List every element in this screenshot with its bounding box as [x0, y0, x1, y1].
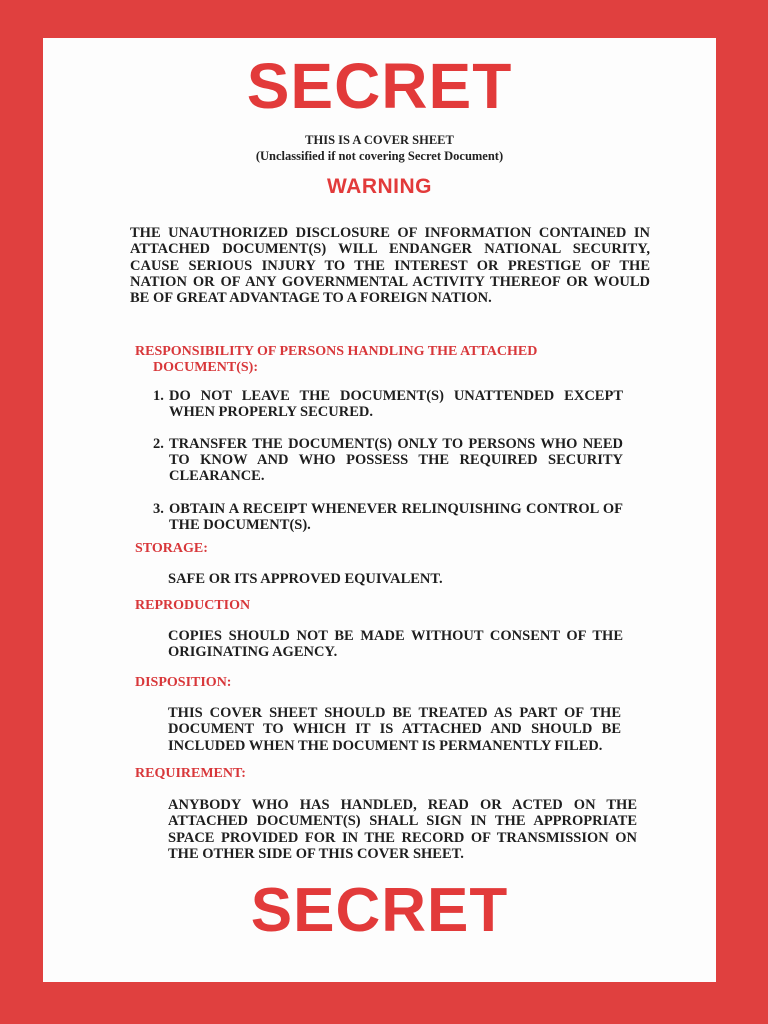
- reproduction-heading: REPRODUCTION: [135, 598, 251, 613]
- requirement-text: ANYBODY WHO HAS HANDLED, READ OR ACTED ON THE ATTACHED DOCUMENT(S) SHALL SIGN IN THE APPROPRIATE SPACE PROVIDED FOR IN THE RECORD OF TRANSMISSION ON THE OTHER SIDE OF THIS COVER SHEET.: [168, 797, 637, 862]
- responsibility-heading-line-2: DOCUMENT(S):: [153, 360, 258, 375]
- item-text: TRANSFER THE DOCUMENT(S) ONLY TO PERSONS WHO NEED TO KNOW AND WHO POSSESS THE REQUIRED SECURITY CLEARANCE.: [169, 436, 623, 484]
- responsibility-item: [153, 388, 623, 420]
- reproduction-text: COPIES SHOULD NOT BE MADE WITHOUT CONSENT OF THE ORIGINATING AGENCY.: [168, 628, 623, 661]
- cover-sheet: [43, 38, 716, 982]
- item-text: DO NOT LEAVE THE DOCUMENT(S) UNATTENDED EXCEPT WHEN PROPERLY SECURED.: [169, 388, 623, 420]
- item-number: 1.: [153, 388, 164, 404]
- storage-text: SAFE OR ITS APPROVED EQUIVALENT.: [168, 571, 443, 587]
- disposition-text: THIS COVER SHEET SHOULD BE TREATED AS PART OF THE DOCUMENT TO WHICH IT IS ATTACHED AND SHOULD BE INCLUDED WHEN THE DOCUMENT IS PERMANENTLY FILED.: [168, 705, 621, 754]
- warning-paragraph: THE UNAUTHORIZED DISCLOSURE OF INFORMATION CONTAINED IN ATTACHED DOCUMENT(S) WILL ENDANGER NATIONAL SECURITY, CAUSE SERIOUS INJURY TO THE INTEREST OR PRESTIGE OF THE NATION OR OF ANY GOVERNMENTAL ACTIVITY THEREOF OR WOULD BE OF GREAT ADVANTAGE TO A FOREIGN NATION.: [130, 225, 650, 307]
- unclassified-notice: (Unclassified if not covering Secret Document): [255, 149, 504, 163]
- classification-title-top: SECRET: [246, 50, 513, 122]
- responsibility-heading: [135, 344, 595, 376]
- requirement-heading: REQUIREMENT:: [135, 766, 246, 781]
- classification-title-bottom: SECRET: [250, 876, 509, 945]
- item-number: 3.: [153, 501, 164, 517]
- disposition-heading: DISPOSITION:: [135, 675, 232, 690]
- storage-heading: STORAGE:: [135, 541, 208, 556]
- item-text: OBTAIN A RECEIPT WHENEVER RELINQUISHING CONTROL OF THE DOCUMENT(S).: [169, 501, 623, 533]
- item-number: 2.: [153, 436, 164, 452]
- responsibility-item: [153, 501, 623, 533]
- cover-sheet-notice: THIS IS A COVER SHEET: [305, 133, 454, 147]
- warning-heading: WARNING: [327, 175, 432, 198]
- responsibility-item: [153, 436, 623, 484]
- responsibility-heading-line-1: RESPONSIBILITY OF PERSONS HANDLING THE ATTACHED: [135, 344, 538, 359]
